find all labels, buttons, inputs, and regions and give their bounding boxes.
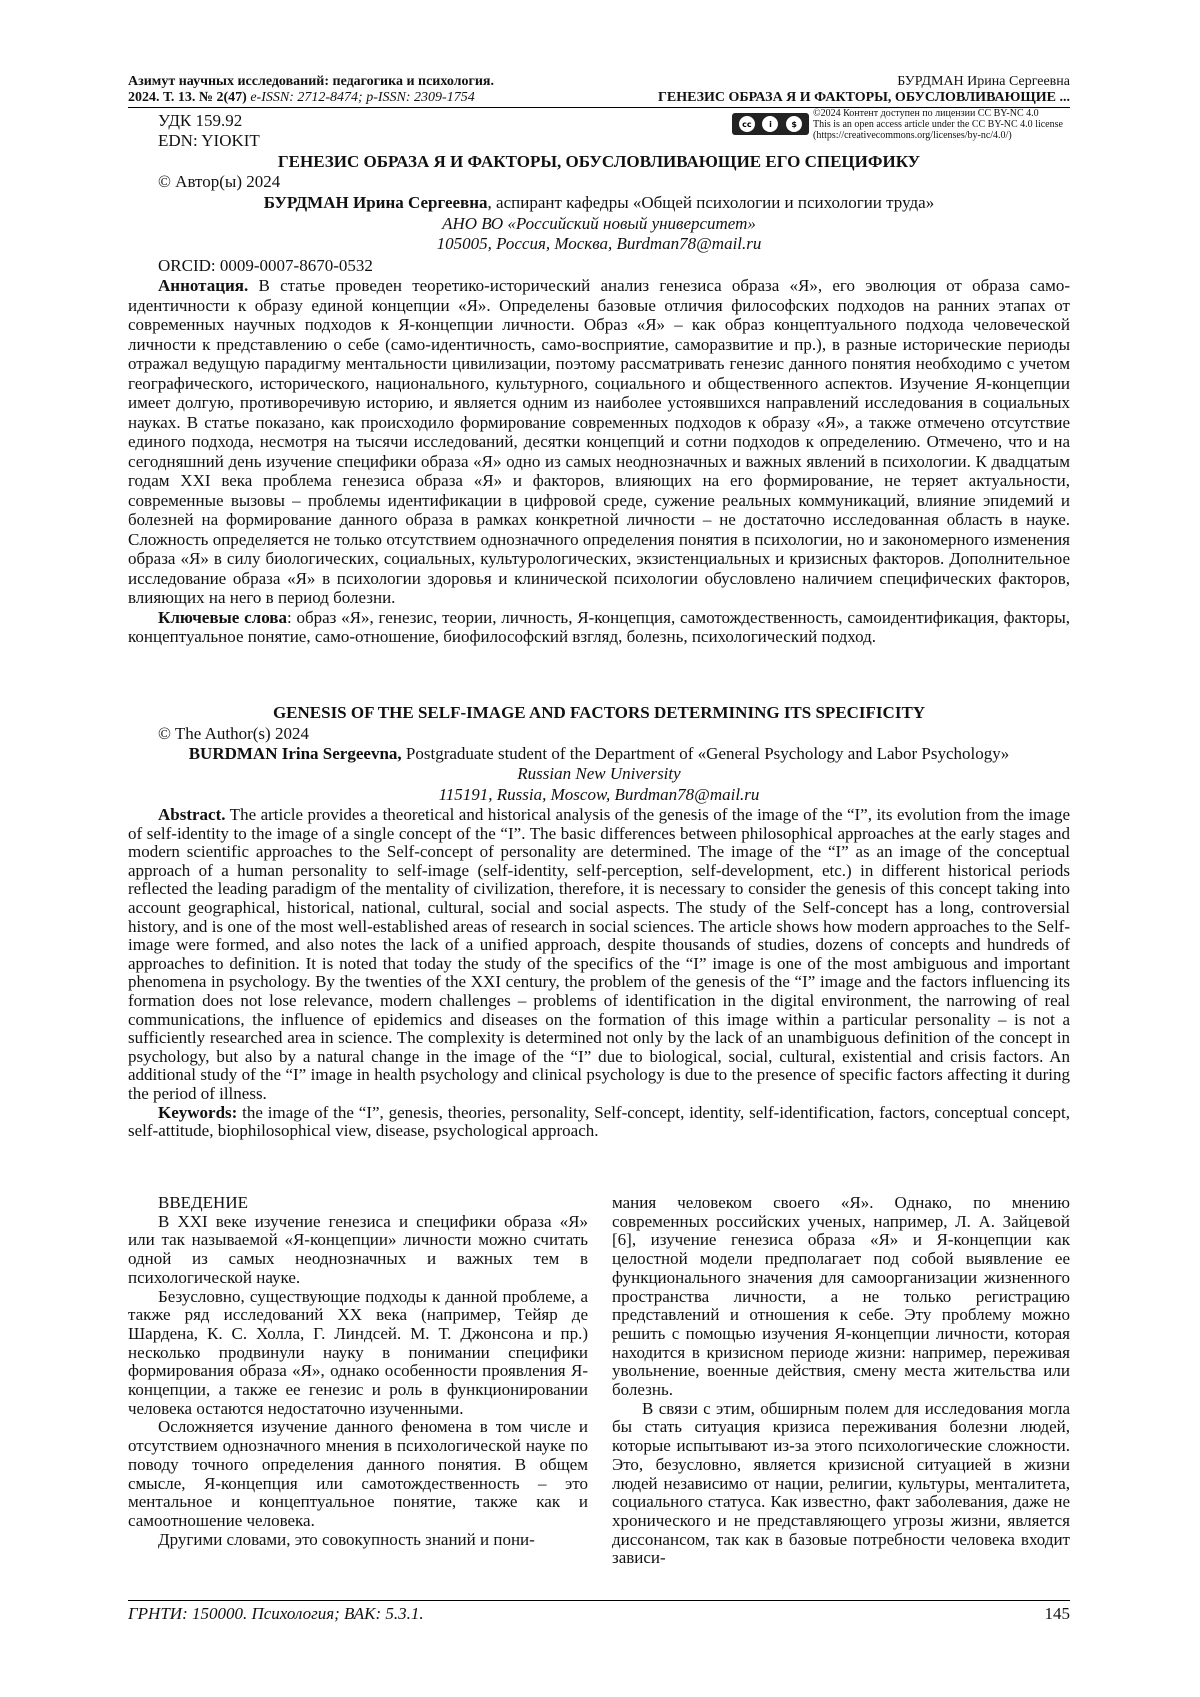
en-abstract-text: The article provides a theoretical and historical analysis of the genesis of the image of the “I”, its evolution from the image of self-identity to the image of a single concept of the “I”. The basic differences between philosophical approaches at the early stages and modern scientific approaches to the Self-concept of personality are determined. The image of the “I” as an image of the conceptual approach of a human personality to self-image (self-identity, self-perception, self-development, etc.) in different historical periods reflected the leading paradigm of the mentality of civilization, therefore, it is necessary to consider the genesis of this concept taking into account geographical, historical, national, cultural, social and social aspects. The study of the Self-concept has a long, controversial history, and is one of the most well-established areas of research in social sciences. The article shows how modern approaches to the Self-image were formed, and also notes the lack of a unified approach, despite thousands of studies, dozens of concepts and hundreds of approaches to definition. It is noted that today the study of the specifics of the “I” image is one of the most ambiguous and important phenomena in psychology. By the twenties of the XXI century, the problem of the genesis of the “I” image and the factors influencing its formation does not lose relevance, modern challenges – problems of identification in the digital environment, the narrowing of real communications, the influence of epidemics and diseases on the formation of this image within a particular personality – is not a sufficiently researched area in science. The complexity is determined not only by the lack of an unambiguous definition of the concept in psychology, but also by a natural change in the image of the “I” due to biological, social, cultural, existential and crisis factors. An additional study of the “I” image in health psychology and clinical psychology is due to the presence of specific factors affecting it during the period of illness. bbox=[128, 805, 1070, 1103]
footer-classification: ГРНТИ: 150000. Психология; ВАК: 5.3.1. bbox=[128, 1604, 424, 1623]
ru-address: 105005, Россия, Москва, Burdman78@mail.ru bbox=[436, 234, 762, 253]
running-title: ГЕНЕЗИС ОБРАЗА Я И ФАКТОРЫ, ОБУСЛОВЛИВАЮЩИЕ ... bbox=[657, 90, 1070, 105]
body-paragraph: Безусловно, существующие подходы к данной проблеме, а также ряд исследований XX века (например, Тейяр де Шардена, К. С. Холла, Г. Линдсей. М. Т. Джонсона и пр.) несколько продвинули науку в понимании специфики формирования образа «Я», однако особенности проявления Я-концепции, а также ее генезис и роль в функционировании человека остаются недостаточно изученными. bbox=[128, 1286, 588, 1418]
en-author-name: BURDMAN Irina Sergeevna, bbox=[188, 744, 402, 763]
body-right-column bbox=[612, 1194, 1070, 1568]
ru-author-line bbox=[128, 193, 1070, 213]
ru-affiliation: АНО ВО «Российский новый университет» bbox=[442, 214, 756, 233]
en-author-line bbox=[128, 744, 1070, 764]
journal-issn: e-ISSN: 2712-8474; p-ISSN: 2309-1754 bbox=[246, 90, 475, 105]
license-line-en: This is an open access article under the CC BY-NC 4.0 license bbox=[813, 118, 1063, 130]
journal-issue bbox=[128, 89, 475, 106]
footer-rule bbox=[128, 1600, 1070, 1601]
body-left-column bbox=[128, 1194, 588, 1549]
ru-abstract-label: Аннотация. bbox=[158, 276, 249, 295]
en-abstract bbox=[128, 806, 1070, 1141]
journal-volume: 2024. Т. 13. № 2(47) bbox=[128, 90, 247, 105]
ru-copyright: © Автор(ы) 2024 bbox=[158, 172, 281, 191]
body-paragraph-continued: мания человеком своего «Я». Однако, по мнению современных российских ученых, например, Л. А. Зайцевой [6], изучение генезиса образа «Я» и Я-концепции как целостной модели предполагает под собой выявление ее функционального значения для самоорганизации жизненного пространства личности, а не только регистрацию представлений и отношения к себе. Эту проблему можно решить с помощью изучения Я-концепции личности, которая находится в кризисном периоде жизни: например, переживая увольнение, военные действия, смену места жительства или болезнь. bbox=[612, 1193, 1070, 1400]
attribution-icon: i bbox=[762, 116, 778, 132]
license-text bbox=[813, 108, 1063, 141]
cc-icon: cc bbox=[739, 116, 755, 132]
en-copyright: © The Author(s) 2024 bbox=[158, 724, 309, 743]
en-author-role: Postgraduate student of the Department of «General Psychology and Labor Psychology» bbox=[401, 744, 1010, 763]
license-block bbox=[732, 107, 1063, 141]
body-paragraph: Осложняется изучение данного феномена в том числе и отсутствием однозначного мнения в психологической науке по поводу точного определения данного понятия. В общем смысле, Я-концепция или самотождественность – это ментальное и концептуальное понятие, также как и самоотношение человека. bbox=[128, 1417, 588, 1530]
edn: EDN: YIOKIT bbox=[158, 131, 260, 150]
orcid[interactable]: ORCID: 0009-0007-8670-0532 bbox=[158, 256, 373, 275]
cc-by-nc-badge bbox=[732, 113, 809, 135]
udk: УДК 159.92 bbox=[158, 111, 243, 130]
ru-title: ГЕНЕЗИС ОБРАЗА Я И ФАКТОРЫ, ОБУСЛОВЛИВАЮЩИЕ ЕГО СПЕЦИФИКУ bbox=[277, 152, 921, 171]
license-link[interactable]: (https://creativecommons.org/licenses/by-nc/4.0/) bbox=[813, 129, 1012, 141]
ru-keywords-label: Ключевые слова bbox=[158, 607, 287, 627]
section-heading: ВВЕДЕНИЕ bbox=[158, 1193, 248, 1212]
en-abstract-label: Abstract. bbox=[158, 805, 226, 824]
en-title: GENESIS OF THE SELF-IMAGE AND FACTORS DETERMINING ITS SPECIFICITY bbox=[272, 703, 926, 722]
en-keywords-text: the image of the “I”, genesis, theories, personality, Self-concept, identity, self-identification, factors, conceptual concept, self-attitude, biophilosophical view, disease, psychological approach. bbox=[128, 1102, 1070, 1141]
page-number: 145 bbox=[1044, 1604, 1070, 1623]
running-author: БУРДМАН Ирина Сергеевна bbox=[897, 74, 1070, 89]
body-paragraph: Другими словами, это совокупность знаний и пони- bbox=[158, 1529, 535, 1549]
license-line-ru: ©2024 Контент доступен по лицензии CC BY-NC 4.0 bbox=[813, 107, 1039, 119]
ru-keywords-text: : образ «Я», генезис, теории, личность, Я-концепция, самотождественность, самоидентификация, факторы, концептуальное понятие, само-отношение, биофилософский взгляд, болезнь, психологический подход. bbox=[128, 607, 1070, 646]
en-address: 115191, Russia, Moscow, Burdman78@mail.ru bbox=[438, 785, 760, 804]
ru-author-role: , аспирант кафедры «Общей психологии и психологии труда» bbox=[487, 193, 935, 212]
en-keywords-label: Keywords: bbox=[158, 1102, 238, 1122]
en-affiliation: Russian New University bbox=[517, 764, 681, 783]
body-paragraph: В XXI веке изучение генезиса и специфики образа «Я» или так называемой «Я-концепции» личности можно считать одной из самых неоднозначных и важных тем в психологической науке. bbox=[128, 1211, 588, 1287]
ru-author-name: БУРДМАН Ирина Сергеевна bbox=[263, 193, 488, 212]
journal-name: Азимут научных исследований: педагогика и психология. bbox=[128, 74, 495, 89]
ru-abstract-text: В статье проведен теоретико-исторический анализ генезиса образа «Я», его эволюция от образа само-идентичности к образу единой концепции «Я». Определены базовые отличия философских подходов на ранних этапах от современных научных подходов к Я-концепции личности. Образ «Я» – как образ концептуального подхода человеческой личности к представлению о себе (само-идентичность, само-восприятие, саморазвитие и пр.), в разные исторические периоды отражал ведущую парадигму ментальности цивилизации, поэтому рассматривать генезис данного понятия необходимо с учетом географического, исторического, национального, культурного, социального и общественного аспектов. Изучение Я-концепции имеет долгую, противоречивую историю, и является одним из наиболее устоявшихся направлений исследования в социальных науках. В статье показано, как происходило формирование современных подходов к образу «Я», а также отмечено отсутствие единого подхода, несмотря на тысячи исследований, десятки концепций и сотни подходов к определению. Отмечено, что и на сегодняшний день изучение специфики образа «Я» одно из самых неоднозначных и важных явлений в психологии. К двадцатым годам XXI века проблема генезиса образа «Я» и факторов, влияющих на его формирование, не теряет актуальности, современные вызовы – проблемы идентификации в цифровой среде, сужение реальных коммуникаций, влияние эпидемий и болезней на формирование данного образа в рамках конкретной личности – не достаточно исследованная область в науке. Сложность определяется не только отсутствием однозначного определения понятия в психологии, но и закономерного изменения образа «Я» в силу биологических, социальных, культурологических, экзистенциальных и кризисных факторов. Дополнительное исследование образа «Я» в психологии здоровья и клинической психологии обусловлено наличием специфических факторов, влияющих на него в период болезни. bbox=[128, 276, 1070, 607]
ru-abstract bbox=[128, 276, 1070, 647]
body-paragraph: В связи с этим, обширным полем для исследования могла бы стать ситуация кризиса переживания болезни людей, которые испытывают из-за этого психологические сложности. Это, безусловно, является кризисной ситуацией в жизни людей независимо от нации, религии, культуры, менталитета, социального статуса. Как известно, факт заболевания, даже не хронического и не представляющего угрозы жизни, является диссонансом, так как в базовые потребности человека входит зависи- bbox=[612, 1398, 1070, 1568]
noncommercial-icon: $ bbox=[786, 116, 802, 132]
